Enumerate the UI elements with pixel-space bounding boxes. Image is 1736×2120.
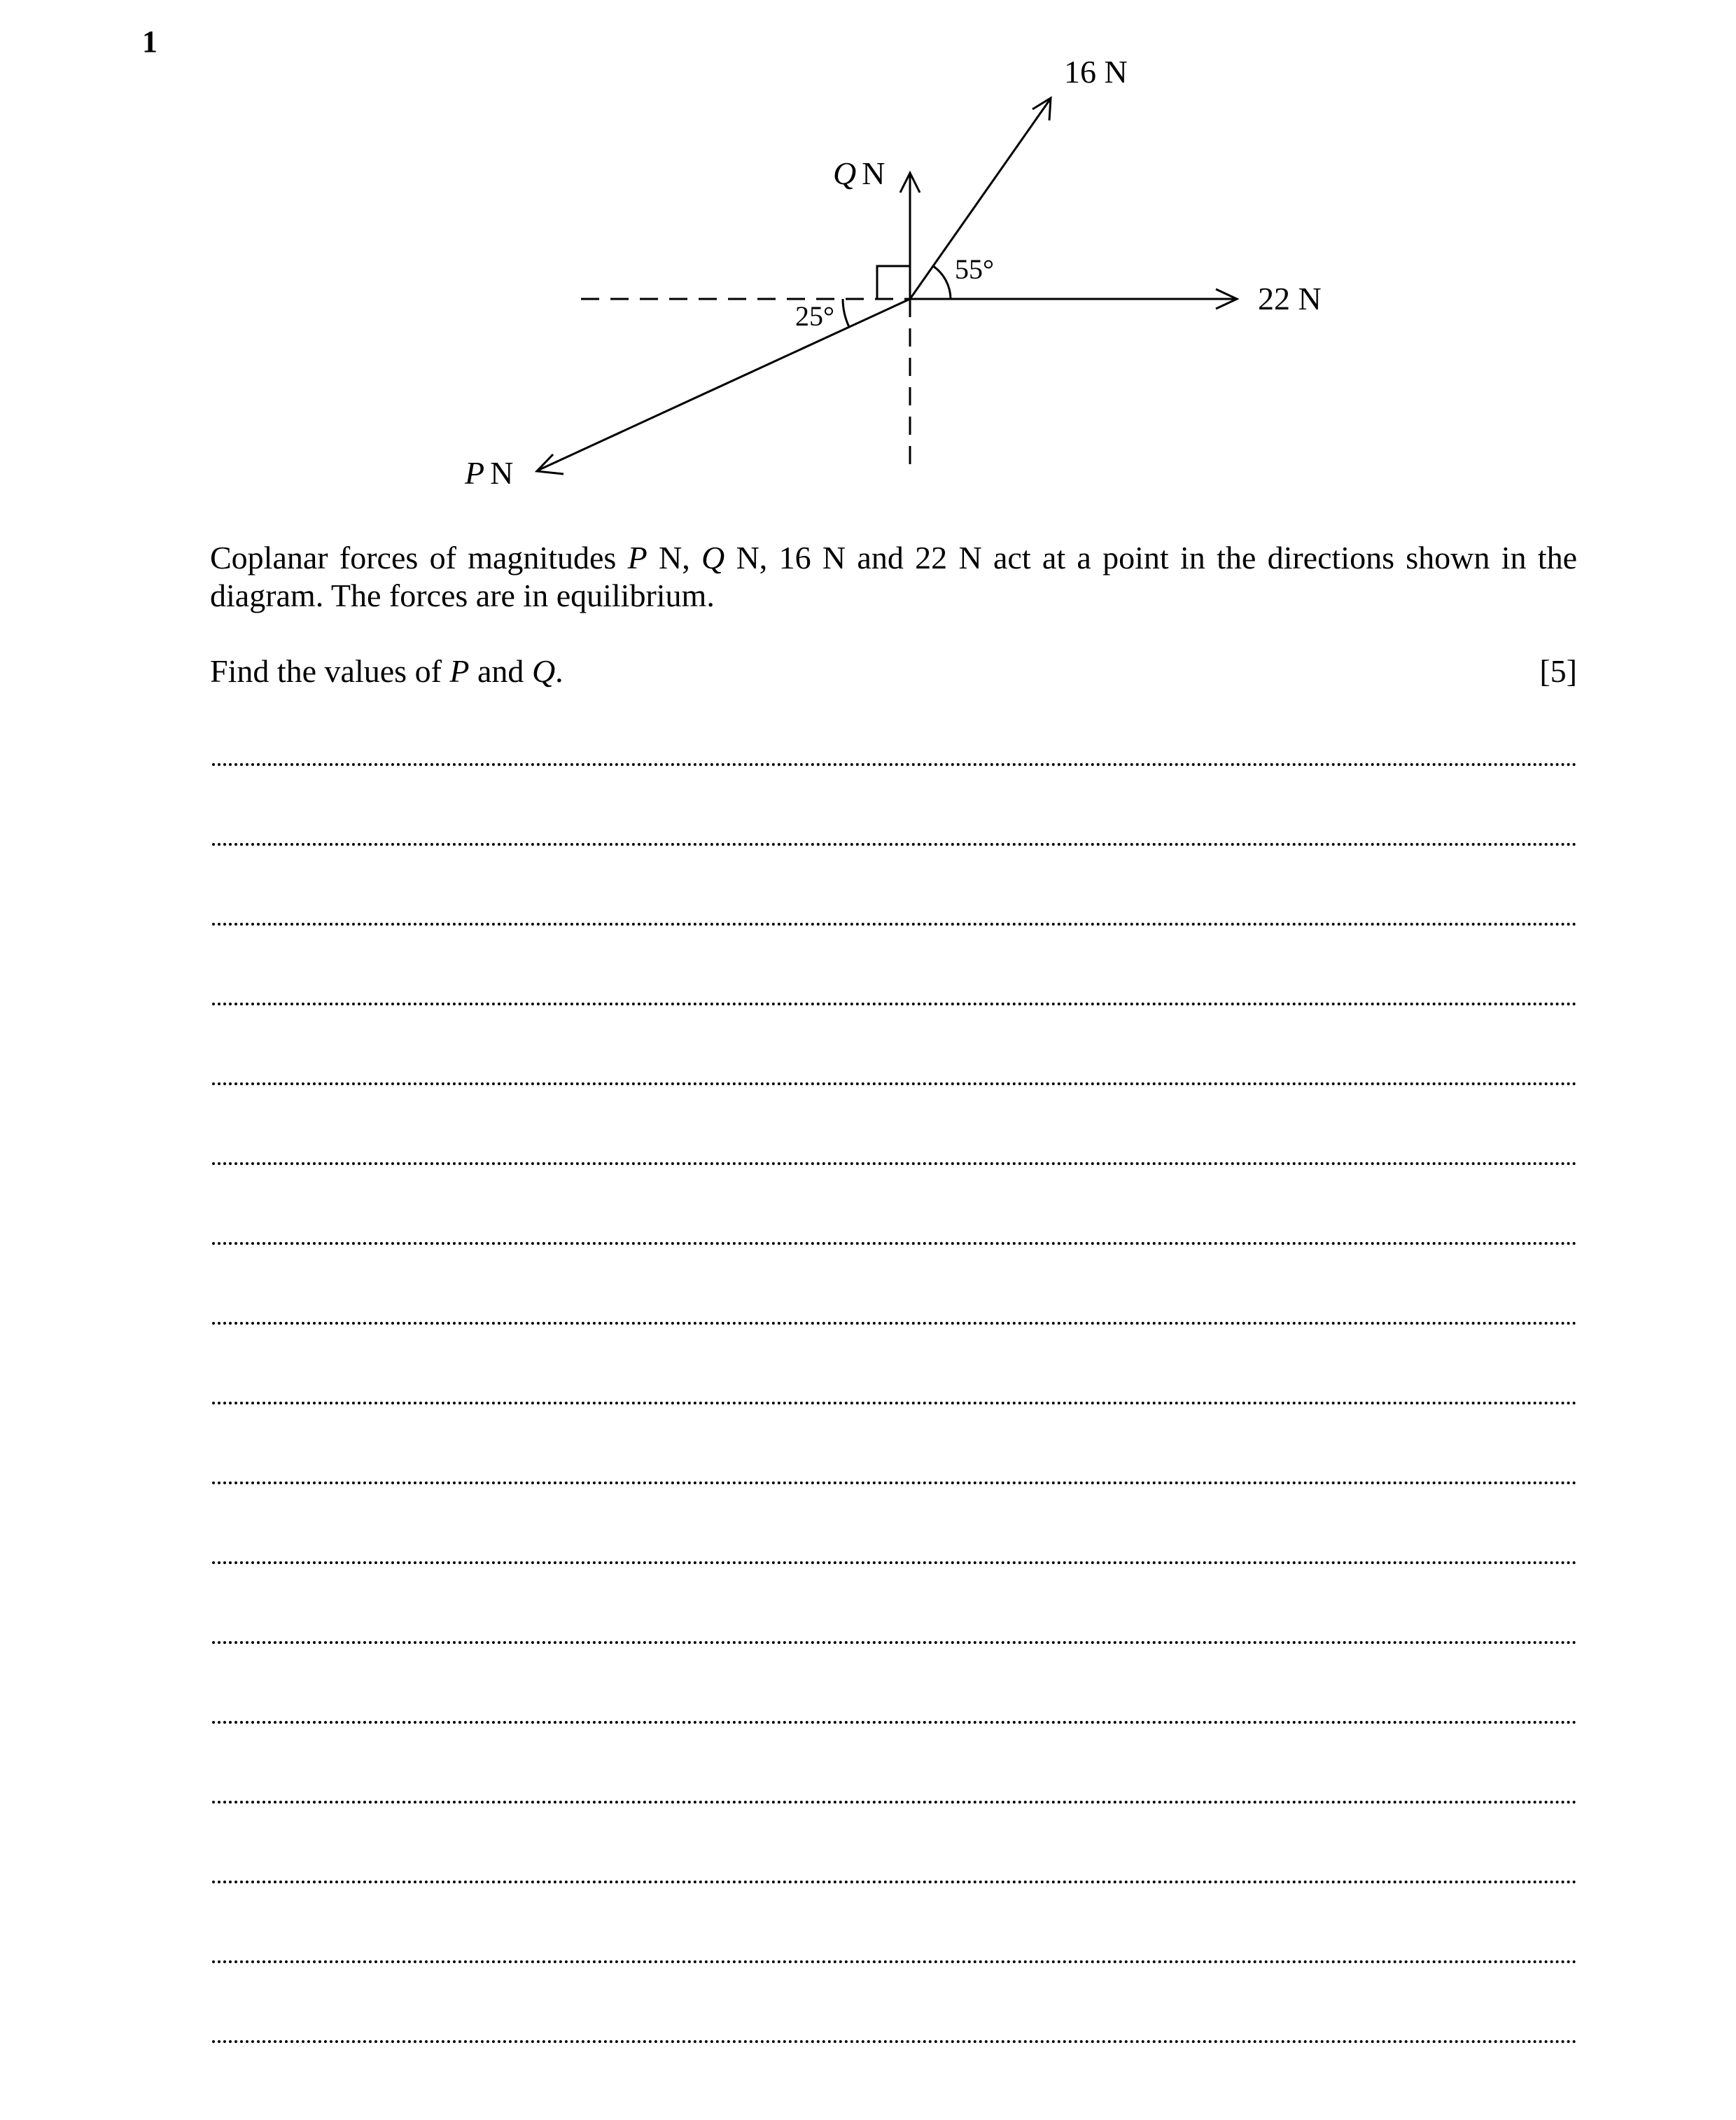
force-22-label: 22 N — [1258, 281, 1322, 316]
angle-arc-55 — [933, 266, 951, 299]
answer-line[interactable] — [212, 1003, 1577, 1005]
answer-line[interactable] — [212, 1322, 1577, 1325]
answer-line[interactable] — [212, 1082, 1577, 1085]
answer-line[interactable] — [212, 1960, 1577, 1963]
answer-line[interactable] — [212, 1242, 1577, 1245]
answer-line[interactable] — [212, 763, 1577, 766]
force-q-label: Q N — [833, 155, 886, 191]
force-p-label: P N — [465, 455, 514, 491]
force-p-arrow — [538, 299, 910, 470]
angle-arc-25 — [843, 299, 849, 327]
answer-line[interactable] — [212, 1881, 1577, 1883]
marks-label: [5] — [1539, 653, 1577, 689]
answer-line[interactable] — [212, 1721, 1577, 1724]
answer-line[interactable] — [212, 1561, 1577, 1564]
force-16-label: 16 N — [1064, 54, 1128, 90]
answer-line[interactable] — [212, 1801, 1577, 1804]
answer-line[interactable] — [212, 1162, 1577, 1165]
answer-line[interactable] — [212, 1481, 1577, 1484]
force-diagram — [0, 0, 1736, 532]
answer-line[interactable] — [212, 923, 1577, 926]
right-angle-marker — [877, 266, 910, 299]
answer-line[interactable] — [212, 1402, 1577, 1404]
angle-25-label: 25° — [795, 300, 834, 332]
angle-55-label: 55° — [955, 253, 994, 285]
answer-line[interactable] — [212, 843, 1577, 846]
answer-area[interactable] — [212, 763, 1577, 2120]
question-number: 1 — [142, 25, 158, 59]
answer-line[interactable] — [212, 1641, 1577, 1644]
question-prompt: Find the values of P and Q. — [210, 653, 564, 689]
question-stem: Coplanar forces of magnitudes P N, Q N, 16 N and 22 N act at a point in the directions shown in the diagram. The forces are in equilibrium. — [210, 540, 1577, 613]
answer-line[interactable] — [212, 2040, 1577, 2043]
